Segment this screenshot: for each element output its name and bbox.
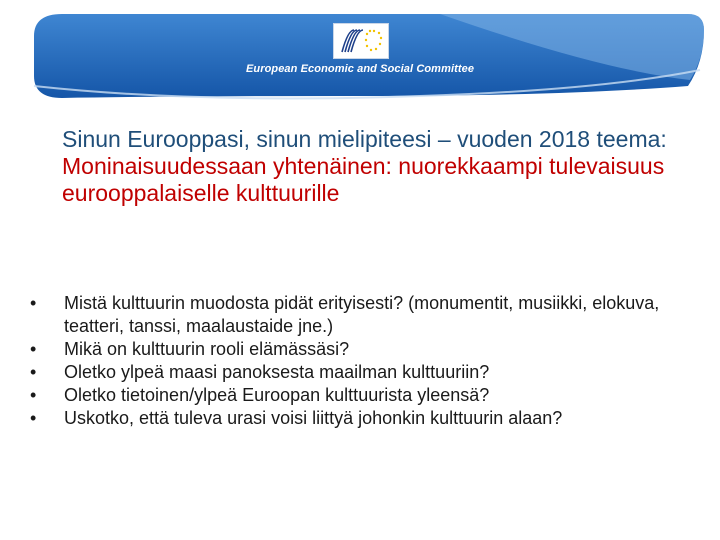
- organization-name: European Economic and Social Committee: [245, 63, 475, 75]
- slide-title: [62, 126, 682, 207]
- eesc-logo-icon: [334, 24, 388, 58]
- eesc-logo: [333, 23, 389, 59]
- bullet-icon: •: [30, 385, 37, 405]
- title-main: Sinun Eurooppasi, sinun mielipiteesi – vuoden 2018 teema:: [62, 126, 667, 152]
- bullet-icon: •: [30, 339, 37, 359]
- list-item: [30, 407, 670, 430]
- list-item: [30, 292, 670, 338]
- title-theme: Moninaisuudessaan yhtenäinen: nuorekkaampi tulevaisuus eurooppalaiselle kulttuurille: [62, 153, 665, 206]
- bullet-icon: •: [30, 408, 37, 428]
- list-item-text: Oletko ylpeä maasi panoksesta maailman kulttuuriin?: [64, 362, 490, 382]
- list-item-text: Uskotko, että tuleva urasi voisi liittyä johonkin kulttuurin alaan?: [64, 408, 563, 428]
- question-list: [30, 292, 670, 430]
- header-banner: [0, 0, 720, 110]
- list-item: [30, 338, 670, 361]
- bullet-icon: •: [30, 293, 37, 313]
- list-item-text: Mikä on kulttuurin rooli elämässäsi?: [64, 339, 350, 359]
- list-item-text: Oletko tietoinen/ylpeä Euroopan kulttuurista yleensä?: [64, 385, 490, 405]
- list-item: [30, 361, 670, 384]
- list-item-text: Mistä kulttuurin muodosta pidät erityisesti? (monumentit, musiikki, elokuva, teatteri, tanssi, maalaustaide jne.): [64, 293, 660, 336]
- list-item: [30, 384, 670, 407]
- bullet-icon: •: [30, 362, 37, 382]
